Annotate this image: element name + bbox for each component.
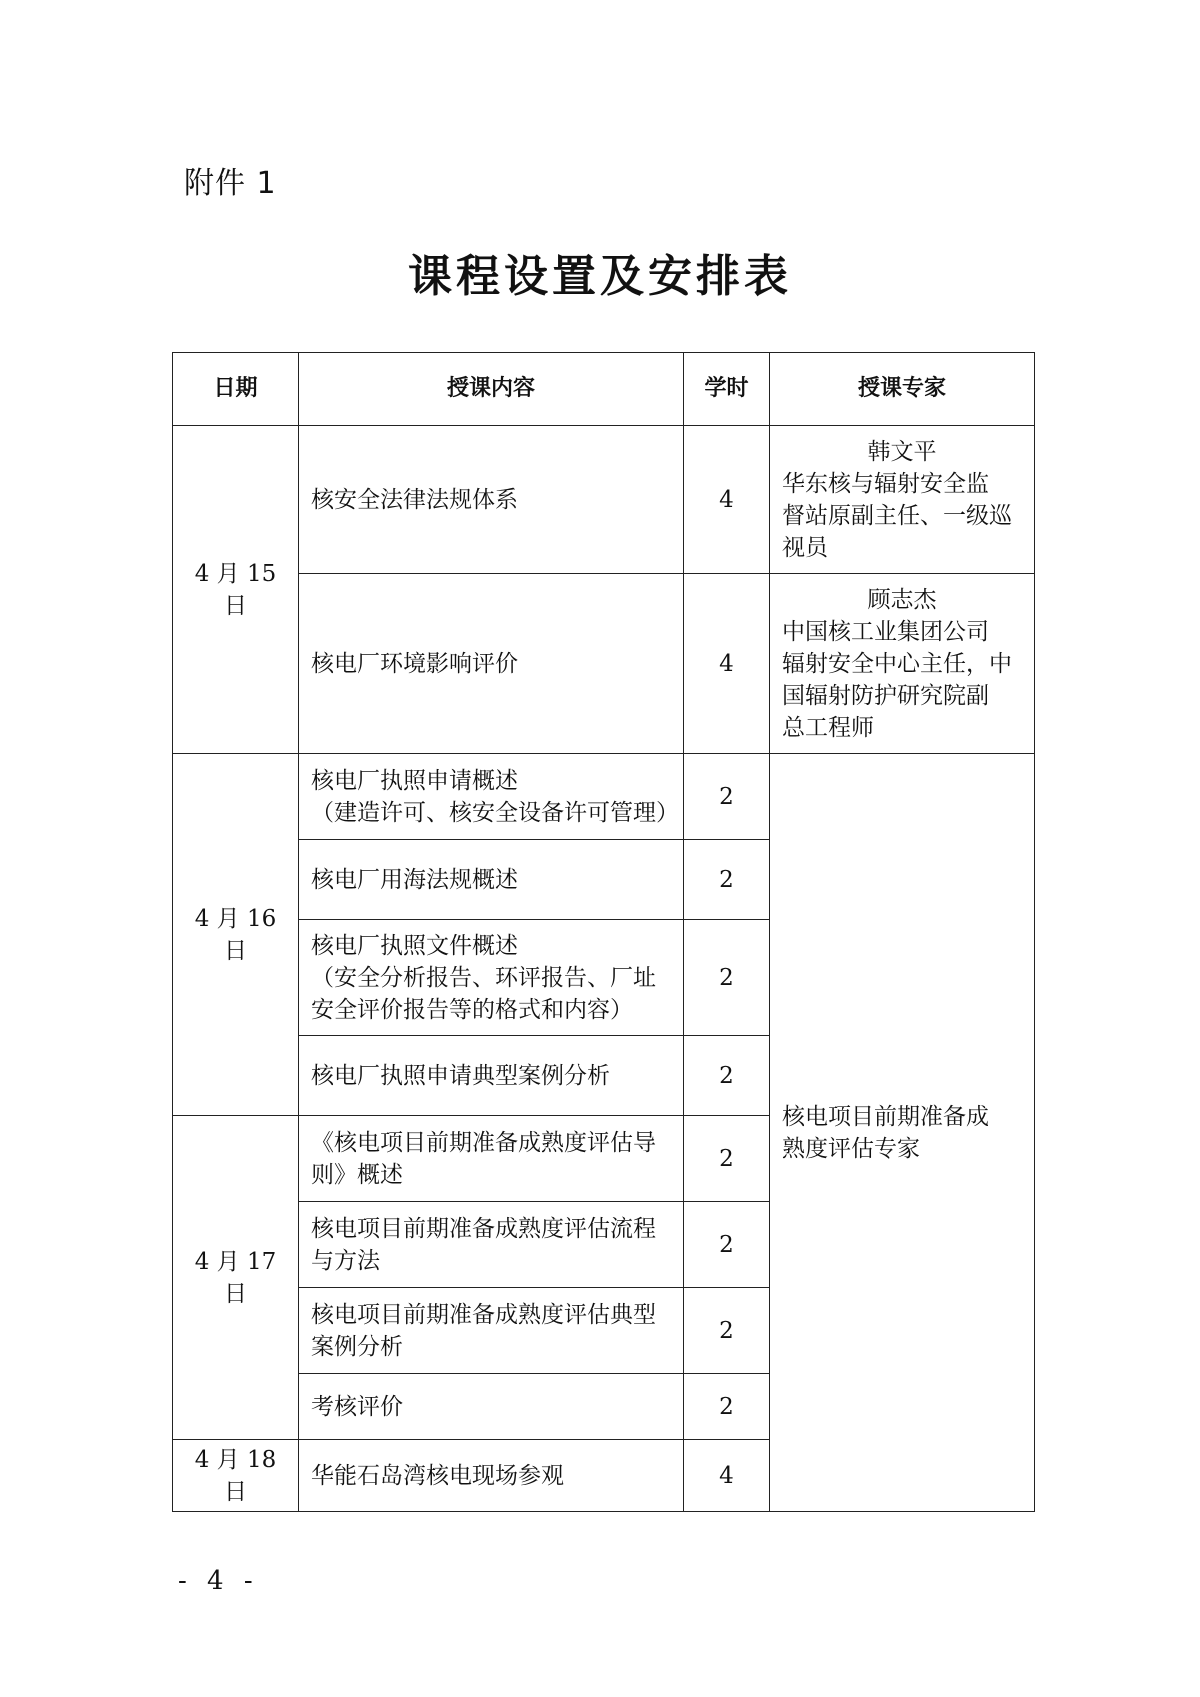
content-line: 核电项目前期准备成熟度评估流程 xyxy=(311,1215,656,1242)
content-cell xyxy=(299,840,684,920)
expert-name: 韩文平 xyxy=(867,438,937,465)
page-number: - 4 - xyxy=(178,1566,259,1596)
hours-cell: 4 xyxy=(684,426,770,574)
expert-title-line: 国辐射防护研究院副 xyxy=(782,682,989,709)
expert-cell xyxy=(770,574,1035,754)
schedule-table xyxy=(172,352,1035,1512)
content-line: 核电厂执照申请概述 xyxy=(311,767,518,794)
expert-title-line: 辐射安全中心主任，中 xyxy=(782,650,1012,677)
content-cell xyxy=(299,920,684,1036)
table-row xyxy=(173,754,1035,840)
content-line: 核电厂用海法规概述 xyxy=(311,866,518,893)
table-header-row xyxy=(173,353,1035,426)
hours-cell: 2 xyxy=(684,754,770,840)
header-content: 授课内容 xyxy=(299,353,684,426)
content-cell xyxy=(299,1288,684,1374)
content-cell xyxy=(299,754,684,840)
hours-cell: 2 xyxy=(684,1116,770,1202)
hours-cell: 2 xyxy=(684,1374,770,1440)
content-line: （建造许可、核安全设备许可管理） xyxy=(311,799,679,826)
date-cell xyxy=(173,1440,299,1512)
header-date: 日期 xyxy=(173,353,299,426)
attachment-label: 附件 1 xyxy=(184,166,277,201)
content-line: 核电厂执照文件概述 xyxy=(311,932,518,959)
date-cell xyxy=(173,754,299,1116)
header-expert: 授课专家 xyxy=(770,353,1035,426)
expert-title-line: 核电项目前期准备成 xyxy=(782,1103,989,1130)
content-cell xyxy=(299,1374,684,1440)
expert-name: 顾志杰 xyxy=(867,586,937,613)
content-line: 核电项目前期准备成熟度评估典型 xyxy=(311,1301,656,1328)
date-label: 4 月 17 日 xyxy=(194,1248,277,1307)
expert-title-line: 熟度评估专家 xyxy=(782,1135,920,1162)
header-hours: 学时 xyxy=(684,353,770,426)
expert-title-line: 督站原副主任、一级巡 xyxy=(782,502,1012,529)
hours-cell: 2 xyxy=(684,1202,770,1288)
page-title: 课程设置及安排表 xyxy=(408,251,792,302)
date-cell xyxy=(173,1116,299,1440)
content-line: 核安全法律法规体系 xyxy=(311,486,518,513)
date-label: 4 月 18 日 xyxy=(194,1446,277,1505)
content-line: 华能石岛湾核电现场参观 xyxy=(311,1462,564,1489)
hours-cell: 2 xyxy=(684,920,770,1036)
content-line: 与方法 xyxy=(311,1247,380,1274)
content-line: 考核评价 xyxy=(311,1393,403,1420)
content-line: （安全分析报告、环评报告、厂址 xyxy=(311,964,656,991)
date-cell xyxy=(173,426,299,754)
hours-cell: 2 xyxy=(684,840,770,920)
table-row xyxy=(173,574,1035,754)
hours-cell: 2 xyxy=(684,1288,770,1374)
expert-title-line: 总工程师 xyxy=(782,714,874,741)
content-line: 核电厂环境影响评价 xyxy=(311,650,518,677)
content-line: 案例分析 xyxy=(311,1333,403,1360)
content-line: 安全评价报告等的格式和内容） xyxy=(311,996,633,1023)
content-line: 《核电项目前期准备成熟度评估导 xyxy=(311,1129,656,1156)
expert-title-line: 视员 xyxy=(782,534,828,561)
content-cell xyxy=(299,1116,684,1202)
content-cell xyxy=(299,1202,684,1288)
content-line: 则》概述 xyxy=(311,1161,403,1188)
expert-title-line: 华东核与辐射安全监 xyxy=(782,470,989,497)
date-label: 4 月 15 日 xyxy=(194,560,277,619)
hours-cell: 4 xyxy=(684,574,770,754)
hours-cell: 2 xyxy=(684,1036,770,1116)
expert-cell xyxy=(770,754,1035,1512)
content-line: 核电厂执照申请典型案例分析 xyxy=(311,1062,610,1089)
hours-cell: 4 xyxy=(684,1440,770,1512)
content-cell xyxy=(299,1036,684,1116)
content-cell xyxy=(299,574,684,754)
content-cell xyxy=(299,1440,684,1512)
table-row xyxy=(173,426,1035,574)
content-cell xyxy=(299,426,684,574)
date-label: 4 月 16 日 xyxy=(194,905,277,964)
expert-cell xyxy=(770,426,1035,574)
expert-title-line: 中国核工业集团公司 xyxy=(782,618,989,645)
